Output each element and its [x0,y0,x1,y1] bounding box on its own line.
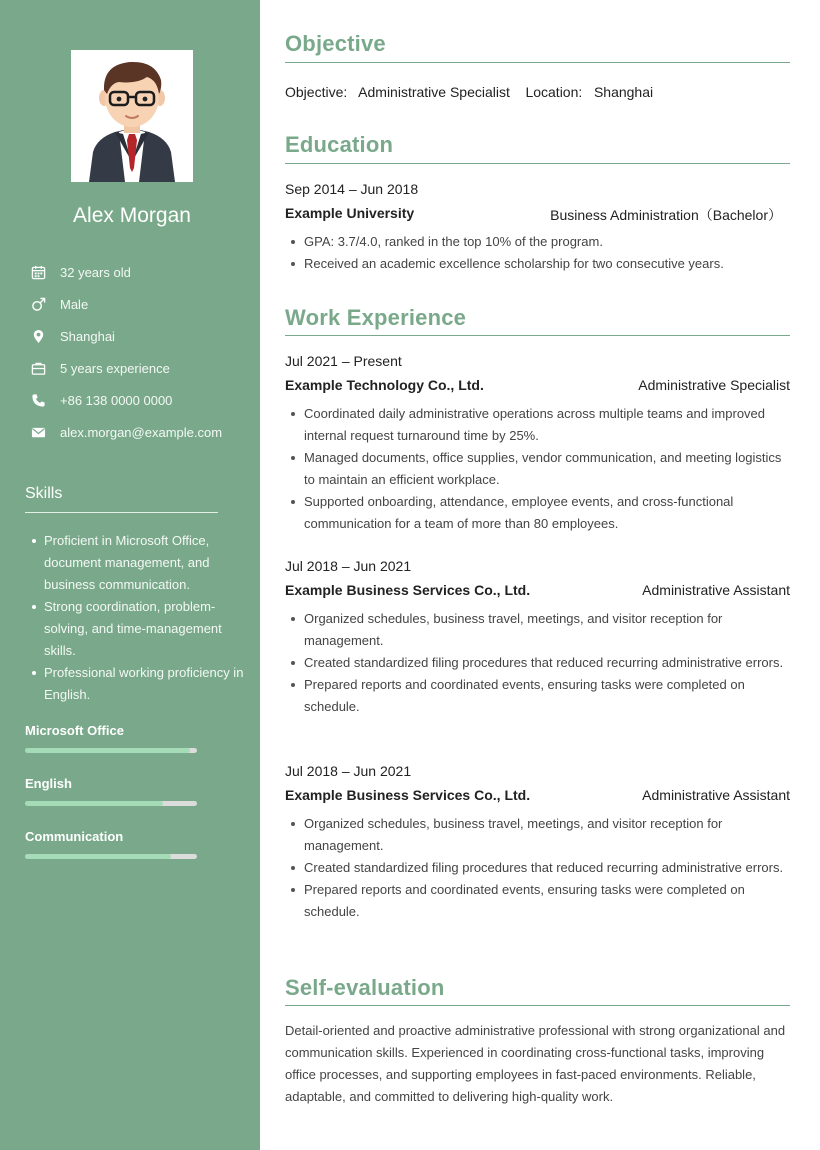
list-item: Coordinated daily administrative operations across multiple teams and improved internal request turnaround time by 25%. [285,403,790,447]
skill-bar-fill [25,854,171,859]
phone-icon [30,392,46,408]
education-degree: Business Administration（Bachelor） [550,207,782,223]
skill-bar-track [25,748,197,753]
work-heading: Work Experience [285,305,467,330]
briefcase-icon [30,360,46,376]
skills-heading: Skills [25,485,63,502]
info-phone [30,384,255,416]
info-location [30,320,255,352]
objective-label: Objective: [285,84,348,100]
job-bullets [285,403,790,535]
skill-bar-english [25,775,197,828]
education-dates: Sep 2014 – Jun 2018 [285,181,419,197]
objective-line [285,84,653,100]
objective-divider [285,62,790,63]
personal-info-list [30,256,255,448]
job-role: Administrative Assistant [642,582,790,598]
objective-heading: Objective [285,31,386,56]
skill-bars [25,722,197,881]
job-role: Administrative Assistant [642,787,790,803]
education-school: Example University [285,205,415,221]
location-label: Location: [525,84,583,100]
job-dates: Jul 2021 – Present [285,353,402,369]
info-email [30,416,255,448]
job-dates: Jul 2018 – Jun 2021 [285,558,412,574]
job-role: Administrative Specialist [638,377,790,393]
info-experience [30,352,255,384]
calendar-icon [30,264,46,280]
skill-bar-fill [25,801,163,806]
list-item: Managed documents, office supplies, vendor communication, and meeting logistics to maintain an efficient workplace. [285,447,790,491]
skill-item: Proficient in Microsoft Office, document management, and business communication. [25,530,247,596]
skills-list [25,530,247,706]
job-dates: Jul 2018 – Jun 2021 [285,763,412,779]
skill-item: Strong coordination, problem-solving, and time-management skills. [25,596,247,662]
job-company: Example Business Services Co., Ltd. [285,787,531,803]
info-gender-text: Male [60,296,89,312]
info-email-text: alex.morgan@example.com [60,424,223,440]
list-item: Received an academic excellence scholarship for two consecutive years. [285,253,790,275]
list-item: Created standardized filing procedures that reduced recurring administrative errors. [285,652,790,674]
job-bullets [285,608,790,718]
skill-bar-track [25,854,197,859]
job-bullets [285,813,790,923]
info-location-text: Shanghai [60,328,115,344]
list-item: GPA: 3.7/4.0, ranked in the top 10% of the program. [285,231,790,253]
avatar [71,50,193,182]
sidebar [0,0,260,1150]
info-phone-text: +86 138 0000 0000 [60,392,173,408]
skills-divider [25,512,218,513]
job-company: Example Business Services Co., Ltd. [285,582,531,598]
objective-value: Administrative Specialist [358,84,510,100]
info-age-text: 32 years old [60,264,131,280]
self-evaluation-divider [285,1005,790,1006]
education-divider [285,163,790,164]
avatar-illustration [71,50,193,182]
info-experience-text: 5 years experience [60,360,170,376]
skill-item: Professional working proficiency in English. [25,662,247,706]
candidate-name: Alex Morgan [73,204,191,227]
skill-bar-fill [25,748,190,753]
skill-bar-track [25,801,197,806]
skill-bar-microsoft-office [25,722,197,775]
list-item: Supported onboarding, attendance, employee events, and cross-functional communication for a team of more than 80 employees. [285,491,790,535]
job-company: Example Technology Co., Ltd. [285,377,484,393]
work-divider [285,335,790,336]
location-pin-icon [30,328,46,344]
skill-bar-label: Communication [25,829,124,844]
mail-icon [30,424,46,440]
list-item: Created standardized filing procedures that reduced recurring administrative errors. [285,857,790,879]
education-bullets [285,231,790,275]
self-evaluation-text: Detail-oriented and proactive administrative professional with strong organizational and communication skills. Experienced in coordinating cross-functional tasks, improving office processes, and supporting employees in fast-paced environments. Reliable, adaptable, and committed to delivering high-quality work. [285,1023,786,1104]
skill-bar-label: Microsoft Office [25,723,124,738]
list-item: Prepared reports and coordinated events, ensuring tasks were completed on schedule. [285,674,790,718]
info-gender [30,288,255,320]
self-evaluation-heading: Self-evaluation [285,975,445,1000]
list-item: Prepared reports and coordinated events, ensuring tasks were completed on schedule. [285,879,790,923]
info-age [30,256,255,288]
location-value: Shanghai [593,84,654,100]
skill-bar-communication [25,828,197,881]
education-heading: Education [285,132,394,157]
list-item: Organized schedules, business travel, meetings, and visitor reception for management. [285,813,790,857]
male-icon [30,296,46,312]
skill-bar-label: English [25,776,72,791]
list-item: Organized schedules, business travel, meetings, and visitor reception for management. [285,608,790,652]
